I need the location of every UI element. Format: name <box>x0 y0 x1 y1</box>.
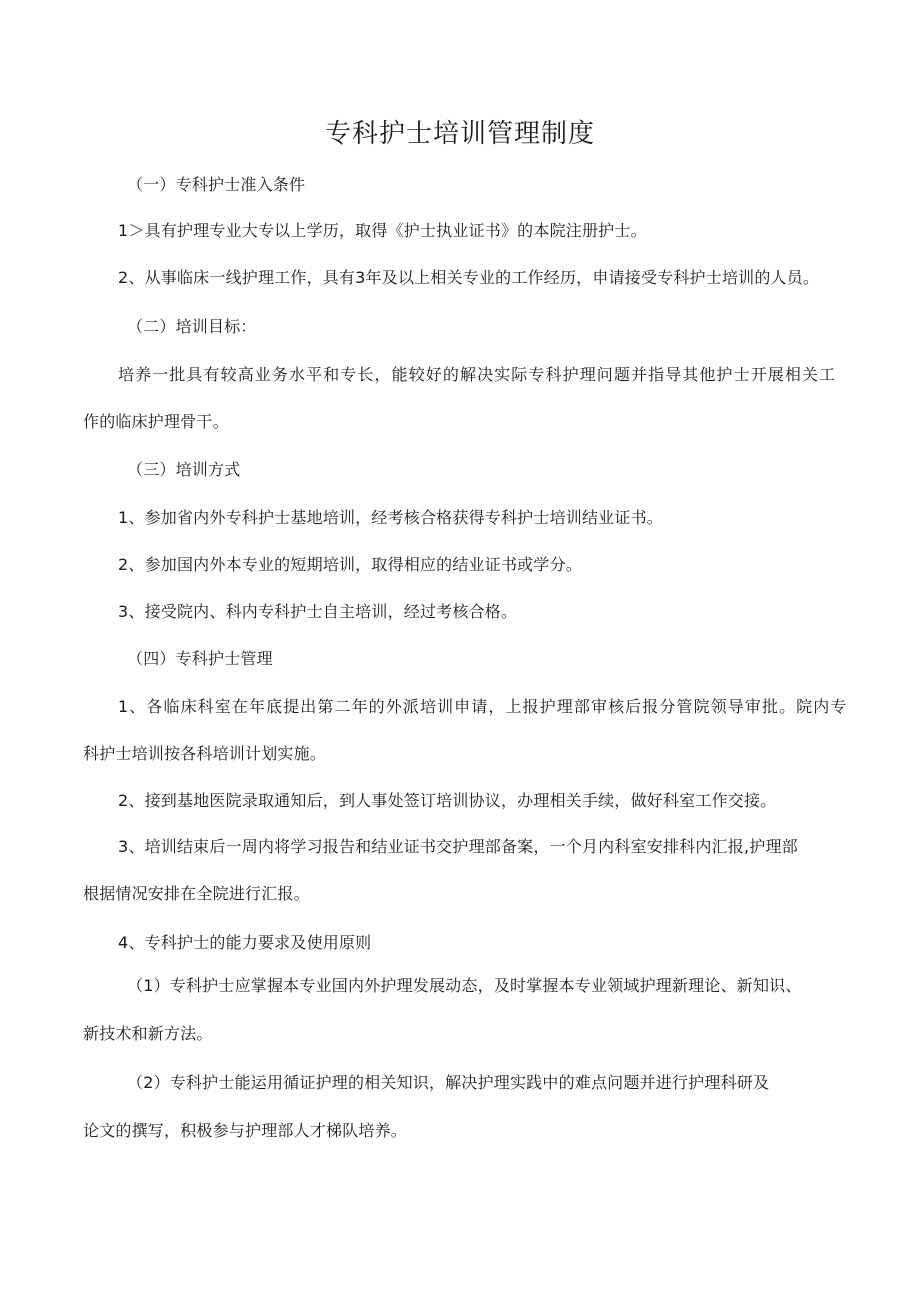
page-title: 专科护士培训管理制度 <box>324 119 595 149</box>
paragraph-line: 4、专科护士的能力要求及使用原则 <box>118 933 372 952</box>
paragraph-line: （1）专科护士应掌握本专业国内外护理发展动态，及时掌握本专业领域护理新理论、新知识、 <box>127 976 802 995</box>
section-heading-4: （四）专科护士管理 <box>127 649 273 668</box>
paragraph-line: 新技术和新方法。 <box>83 1024 213 1043</box>
paragraph-line: 根据情况安排在全院进行汇报。 <box>83 884 310 903</box>
section-heading-2: （二）培训目标： <box>127 317 257 336</box>
paragraph-line: 作的临床护理骨干。 <box>83 412 229 431</box>
paragraph-line: 1＞具有护理专业大专以上学历，取得《护士执业证书》的本院注册护士。 <box>118 221 647 240</box>
paragraph-line: 科护士培训按各科培训计划实施。 <box>83 744 327 763</box>
section-heading-3: （三）培训方式 <box>127 460 241 479</box>
paragraph-line: 3、接受院内、科内专科护士自主培训，经过考核合格。 <box>118 602 518 621</box>
paragraph-line: 3、培训结束后一周内将学习报告和结业证书交护理部备案，一个月内科室安排科内汇报,护理部 <box>118 837 798 856</box>
paragraph-line: （2）专科护士能运用循证护理的相关知识，解决护理实践中的难点问题并进行护理科研及 <box>127 1073 770 1092</box>
paragraph-line: 培养一批具有较高业务水平和专长，能较好的解决实际专科护理问题并指导其他护士开展相关工 <box>118 365 837 384</box>
section-heading-1: （一）专科护士准入条件 <box>127 175 306 194</box>
paragraph-line: 2、参加国内外本专业的短期培训，取得相应的结业证书或学分。 <box>118 555 582 574</box>
paragraph-line: 1、各临床科室在年底提出第二年的外派培训申请，上报护理部审核后报分管院领导审批。院内专 <box>118 697 848 716</box>
paragraph-line: 1、参加省内外专科护士基地培训，经考核合格获得专科护士培训结业证书。 <box>118 508 663 527</box>
paragraph-line: 2、从事临床一线护理工作，具有3年及以上相关专业的工作经历，申请接受专科护士培训的人员。 <box>118 268 820 287</box>
paragraph-line: 论文的撰写，积极参与护理部人才梯队培养。 <box>83 1121 408 1140</box>
paragraph-line: 2、接到基地医院录取通知后，到人事处签订培训协议，办理相关手续，做好科室工作交接。 <box>118 791 777 810</box>
